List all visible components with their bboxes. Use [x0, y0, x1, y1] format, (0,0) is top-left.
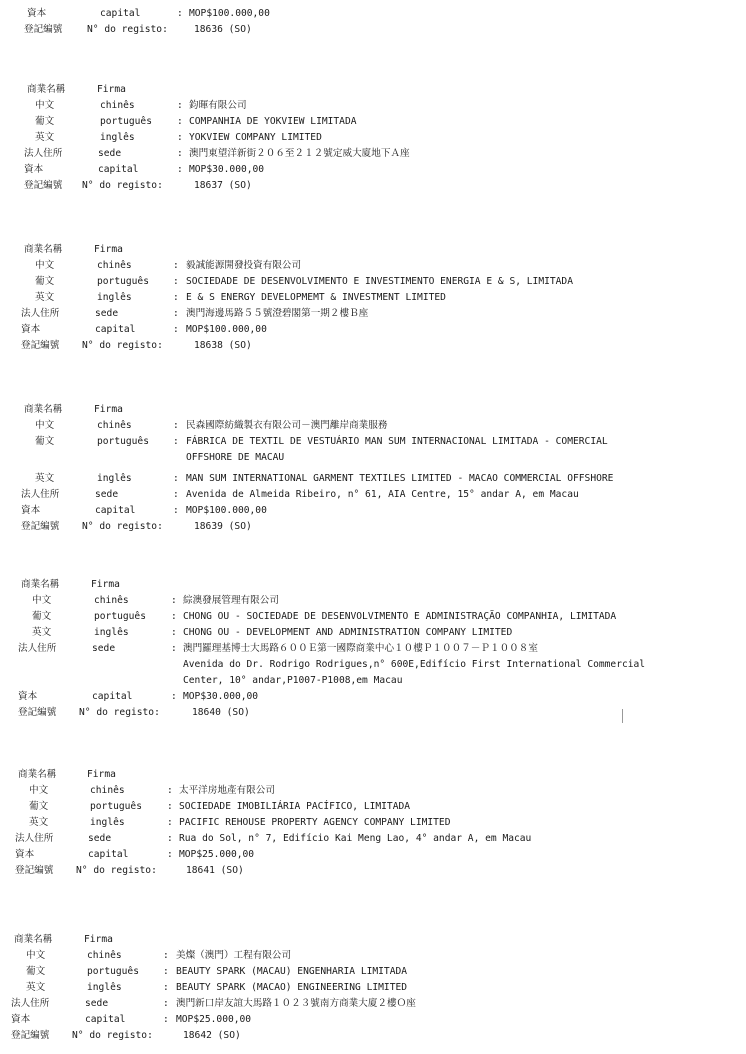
portugues-label-cn: 葡文 — [35, 436, 55, 447]
colon: : — [177, 132, 183, 143]
sede-label-cn: 法人住所 — [15, 833, 54, 844]
colon: : — [173, 436, 179, 447]
capital-label-pt: capital — [92, 691, 133, 702]
colon: : — [167, 801, 173, 812]
sede-address: Center, 10° andar,P1007-P1008,em Macau — [183, 675, 403, 686]
colon: : — [177, 8, 183, 19]
registo-value: 18641 (SO) — [186, 865, 244, 876]
capital-label-cn: 資本 — [21, 324, 41, 335]
capital-label-cn: 資本 — [24, 164, 44, 175]
capital-label-pt: capital — [100, 8, 141, 19]
portugues-label-cn: 葡文 — [35, 276, 55, 287]
registo-label-cn: 登記編號 — [15, 865, 54, 876]
capital-value: MOP$30.000,00 — [183, 691, 259, 702]
sede-label-pt: sede — [95, 489, 119, 500]
registo-label-cn: 登記編號 — [24, 180, 63, 191]
chines-label-pt: chinês — [87, 950, 122, 961]
colon: : — [173, 473, 179, 484]
registo-value: 18638 (SO) — [194, 340, 252, 351]
colon: : — [173, 292, 179, 303]
registo-label-pt: N° do registo: — [76, 865, 157, 876]
ingles-label-cn: 英文 — [35, 292, 55, 303]
ingles-label-pt: inglês — [87, 982, 122, 993]
portugues-label-cn: 葡文 — [35, 116, 55, 127]
firma-label-pt: Firma — [94, 244, 123, 255]
registo-label-pt: N° do registo: — [79, 707, 160, 718]
capital-label-pt: capital — [85, 1014, 126, 1025]
portugues-name: OFFSHORE DE MACAU — [186, 452, 285, 463]
registo-label-cn: 登記編號 — [18, 707, 57, 718]
chines-name: 毅誠能源開發投資有限公司 — [186, 260, 302, 271]
portugues-label-cn: 葡文 — [32, 611, 52, 622]
colon: : — [163, 950, 169, 961]
sede-address: Rua do Sol, n° 7, Edifício Kai Meng Lao, 4° andar A, em Macau — [179, 833, 532, 844]
ingles-label-pt: inglês — [94, 627, 129, 638]
capital-label-pt: capital — [98, 164, 139, 175]
portugues-name: COMPANHIA DE YOKVIEW LIMITADA — [189, 116, 357, 127]
colon: : — [167, 849, 173, 860]
ingles-label-cn: 英文 — [29, 817, 49, 828]
registo-value: 18639 (SO) — [194, 521, 252, 532]
firma-label-pt: Firma — [97, 84, 126, 95]
portugues-label-pt: português — [87, 966, 139, 977]
firma-label-pt: Firma — [94, 404, 123, 415]
sede-address: Avenida de Almeida Ribeiro, n° 61, AIA Centre, 15° andar A, em Macau — [186, 489, 579, 500]
chines-label-pt: chinês — [100, 100, 135, 111]
colon: : — [171, 611, 177, 622]
firma-label-cn: 商業名稱 — [21, 579, 60, 590]
colon: : — [171, 643, 177, 654]
colon: : — [171, 691, 177, 702]
registo-value: 18636 (SO) — [194, 24, 252, 35]
registo-value: 18637 (SO) — [194, 180, 252, 191]
sede-label-cn: 法人住所 — [11, 998, 50, 1009]
capital-label-cn: 資本 — [11, 1014, 31, 1025]
ingles-label-pt: inglês — [90, 817, 125, 828]
firma-label-cn: 商業名稱 — [24, 404, 63, 415]
ingles-label-pt: inglês — [97, 473, 132, 484]
colon: : — [171, 627, 177, 638]
chines-name: 綜澳發展管理有限公司 — [183, 595, 279, 606]
colon: : — [173, 260, 179, 271]
colon: : — [173, 489, 179, 500]
sede-label-pt: sede — [95, 308, 119, 319]
colon: : — [167, 817, 173, 828]
chines-name: 民森國際紡織製衣有限公司－澳門離岸商業服務 — [186, 420, 388, 431]
chines-label-pt: chinês — [90, 785, 125, 796]
colon: : — [177, 164, 183, 175]
chines-label-pt: chinês — [97, 260, 132, 271]
registo-label-pt: N° do registo: — [82, 521, 163, 532]
portugues-name: CHONG OU - SOCIEDADE DE DESENVOLVIMENTO E ADMINISTRAÇÃO COMPANHIA, LIMITADA — [183, 611, 617, 622]
chines-name: 太平洋房地產有限公司 — [179, 785, 275, 796]
portugues-name: BEAUTY SPARK (MACAU) ENGENHARIA LIMITADA — [176, 966, 408, 977]
capital-value: MOP$30.000,00 — [189, 164, 265, 175]
colon: : — [177, 148, 183, 159]
ingles-label-cn: 英文 — [32, 627, 52, 638]
ingles-name: E & S ENERGY DEVELOPMEMT & INVESTMENT LIMITED — [186, 292, 446, 303]
colon: : — [167, 785, 173, 796]
ingles-name: BEAUTY SPARK (MACAO) ENGINEERING LIMITED — [176, 982, 408, 993]
chines-label-cn: 中文 — [35, 420, 55, 431]
sede-label-cn: 法人住所 — [18, 643, 57, 654]
chines-label-cn: 中文 — [35, 260, 55, 271]
portugues-label-pt: português — [97, 436, 149, 447]
registo-label-pt: N° do registo: — [87, 24, 168, 35]
ingles-label-pt: inglês — [97, 292, 132, 303]
registo-label-pt: N° do registo: — [82, 340, 163, 351]
capital-value: MOP$100.000,00 — [186, 505, 267, 516]
ingles-name: YOKVIEW COMPANY LIMITED — [189, 132, 322, 143]
portugues-label-pt: português — [94, 611, 146, 622]
sede-label-cn: 法人住所 — [21, 489, 60, 500]
colon: : — [173, 324, 179, 335]
ingles-name: MAN SUM INTERNATIONAL GARMENT TEXTILES LIMITED - MACAO COMMERCIAL OFFSHORE — [186, 473, 614, 484]
capital-label-cn: 資本 — [15, 849, 35, 860]
ingles-label-pt: inglês — [100, 132, 135, 143]
sede-address: Avenida do Dr. Rodrigo Rodrigues,n° 600E,Edifício First International Commercial — [183, 659, 646, 670]
colon: : — [163, 982, 169, 993]
chines-label-pt: chinês — [97, 420, 132, 431]
colon: : — [167, 833, 173, 844]
firma-label-cn: 商業名稱 — [14, 934, 53, 945]
sede-address: 澳門東望洋新街２０６至２１２號定威大廈地下Ａ座 — [189, 148, 410, 159]
chines-label-cn: 中文 — [29, 785, 49, 796]
colon: : — [173, 505, 179, 516]
colon: : — [173, 420, 179, 431]
colon: : — [171, 595, 177, 606]
chines-label-cn: 中文 — [26, 950, 46, 961]
capital-label-cn: 資本 — [27, 8, 47, 19]
registo-label-pt: N° do registo: — [72, 1030, 153, 1041]
firma-label-cn: 商業名稱 — [18, 769, 57, 780]
sede-label-cn: 法人住所 — [24, 148, 63, 159]
ingles-label-cn: 英文 — [35, 132, 55, 143]
firma-label-cn: 商業名稱 — [27, 84, 66, 95]
capital-label-pt: capital — [88, 849, 129, 860]
sede-address: 澳門新口岸友誼大馬路１０２３號南方商業大廈２樓Ｏ座 — [176, 998, 416, 1009]
portugues-label-pt: português — [100, 116, 152, 127]
capital-label-cn: 資本 — [18, 691, 38, 702]
capital-value: MOP$25.000,00 — [179, 849, 255, 860]
firma-label-pt: Firma — [91, 579, 120, 590]
portugues-label-cn: 葡文 — [29, 801, 49, 812]
capital-value: MOP$100.000,00 — [186, 324, 267, 335]
ingles-name: CHONG OU - DEVELOPMENT AND ADMINISTRATION COMPANY LIMITED — [183, 627, 513, 638]
ingles-label-cn: 英文 — [26, 982, 46, 993]
sede-label-cn: 法人住所 — [21, 308, 60, 319]
colon: : — [163, 998, 169, 1009]
chines-name: 鈞暉有限公司 — [189, 100, 247, 111]
colon: : — [177, 116, 183, 127]
ingles-label-cn: 英文 — [35, 473, 55, 484]
registo-label-cn: 登記編號 — [21, 340, 60, 351]
registo-label-cn: 登記編號 — [21, 521, 60, 532]
colon: : — [177, 100, 183, 111]
registo-label-cn: 登記編號 — [24, 24, 63, 35]
chines-label-cn: 中文 — [32, 595, 52, 606]
colon: : — [173, 308, 179, 319]
firma-label-cn: 商業名稱 — [24, 244, 63, 255]
scan-mark — [622, 709, 623, 723]
portugues-name: FÁBRICA DE TEXTIL DE VESTUÁRIO MAN SUM INTERNACIONAL LIMITADA - COMERCIAL — [186, 436, 608, 447]
ingles-name: PACIFIC REHOUSE PROPERTY AGENCY COMPANY LIMITED — [179, 817, 451, 828]
capital-value: MOP$100.000,00 — [189, 8, 270, 19]
chines-name: 美燦（澳門）工程有限公司 — [176, 950, 292, 961]
sede-label-pt: sede — [88, 833, 112, 844]
sede-label-pt: sede — [92, 643, 116, 654]
sede-address: 澳門羅理基博士大馬路６００Ｅ第一國際商業中心１０樓Ｐ１００７－Ｐ１００８室 — [183, 643, 538, 654]
portugues-label-pt: português — [90, 801, 142, 812]
colon: : — [173, 276, 179, 287]
sede-label-pt: sede — [98, 148, 122, 159]
capital-label-pt: capital — [95, 324, 136, 335]
capital-value: MOP$25.000,00 — [176, 1014, 252, 1025]
portugues-name: SOCIEDADE DE DESENVOLVIMENTO E INVESTIMENTO ENERGIA E & S, LIMITADA — [186, 276, 573, 287]
portugues-label-pt: português — [97, 276, 149, 287]
chines-label-cn: 中文 — [35, 100, 55, 111]
sede-address: 澳門海邊馬路５５號澄碧閣第一期２樓Ｂ座 — [186, 308, 369, 319]
chines-label-pt: chinês — [94, 595, 129, 606]
firma-label-pt: Firma — [84, 934, 113, 945]
registo-label-pt: N° do registo: — [82, 180, 163, 191]
capital-label-pt: capital — [95, 505, 136, 516]
portugues-label-cn: 葡文 — [26, 966, 46, 977]
capital-label-cn: 資本 — [21, 505, 41, 516]
registo-value: 18642 (SO) — [183, 1030, 241, 1041]
colon: : — [163, 1014, 169, 1025]
portugues-name: SOCIEDADE IMOBILIÁRIA PACÍFICO, LIMITADA — [179, 801, 411, 812]
colon: : — [163, 966, 169, 977]
sede-label-pt: sede — [85, 998, 109, 1009]
registo-label-cn: 登記編號 — [11, 1030, 50, 1041]
registo-value: 18640 (SO) — [192, 707, 250, 718]
firma-label-pt: Firma — [87, 769, 116, 780]
